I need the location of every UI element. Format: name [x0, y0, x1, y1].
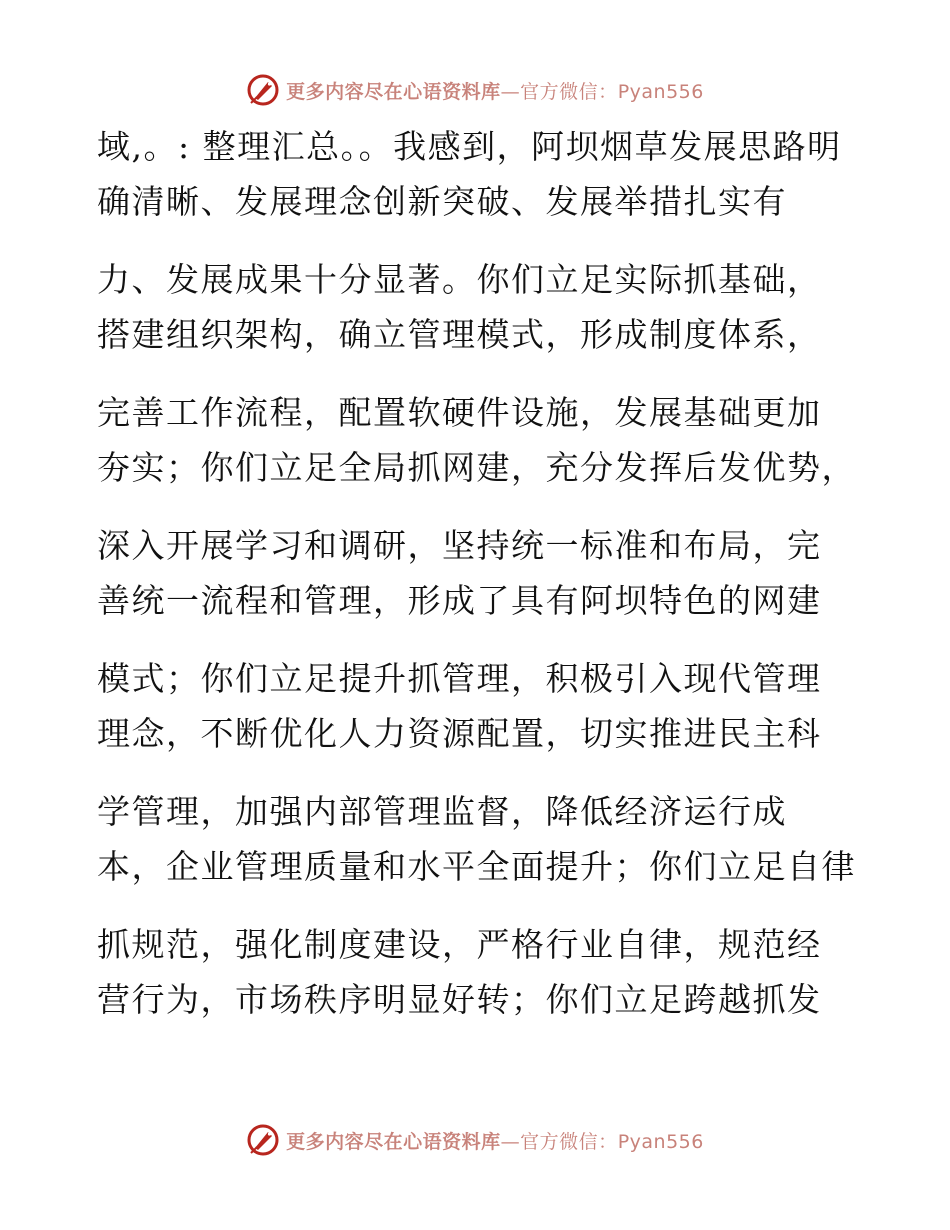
- footer-contact-id: Pyan556: [617, 1130, 704, 1153]
- body-line-6: 夯实；你们立足全局抓网建，充分发挥后发优势，: [97, 448, 856, 487]
- body-line-2: 确清晰、发展理念创新突破、发展举措扎实有: [97, 182, 787, 221]
- pen-nib-logo-icon: [246, 1123, 280, 1157]
- footer-banner-text: [286, 1127, 704, 1154]
- header-contact-id: Pyan556: [617, 80, 704, 103]
- pen-nib-logo-icon: [246, 73, 280, 107]
- body-line-10: 理念，不断优化人力资源配置，切实推进民主科: [97, 714, 822, 753]
- body-line-13: 抓规范，强化制度建设，严格行业自律，规范经: [97, 925, 822, 964]
- body-line-12: 本，企业管理质量和水平全面提升；你们立足自律: [97, 847, 856, 886]
- footer-separator: —: [500, 1130, 521, 1153]
- body-line-4: 搭建组织架构，确立管理模式，形成制度体系，: [97, 315, 822, 354]
- body-line-11: 学管理，加强内部管理监督，降低经济运行成: [97, 792, 787, 831]
- header-banner-text: [286, 77, 704, 104]
- body-line-14: 营行为，市场秩序明显好转；你们立足跨越抓发: [97, 980, 822, 1019]
- body-line-1: 域,。: 整理汇总。。我感到，阿坝烟草发展思路明: [97, 127, 842, 166]
- body-line-8: 善统一流程和管理，形成了具有阿坝特色的网建: [97, 581, 822, 620]
- body-line-5: 完善工作流程，配置软硬件设施，发展基础更加: [97, 393, 822, 432]
- footer-banner: [0, 1120, 950, 1160]
- header-separator: —: [500, 80, 521, 103]
- body-line-9: 模式；你们立足提升抓管理，积极引入现代管理: [97, 659, 822, 698]
- body-line-3: 力、发展成果十分显著。你们立足实际抓基础，: [97, 260, 822, 299]
- header-banner: [0, 70, 950, 110]
- body-line-7: 深入开展学习和调研，坚持统一标准和布局，完: [97, 526, 822, 565]
- header-contact-label: 官方微信：: [520, 80, 618, 103]
- footer-contact-label: 官方微信：: [520, 1130, 618, 1153]
- footer-slogan: 更多内容尽在心语资料库: [286, 1130, 501, 1153]
- header-slogan: 更多内容尽在心语资料库: [286, 80, 501, 103]
